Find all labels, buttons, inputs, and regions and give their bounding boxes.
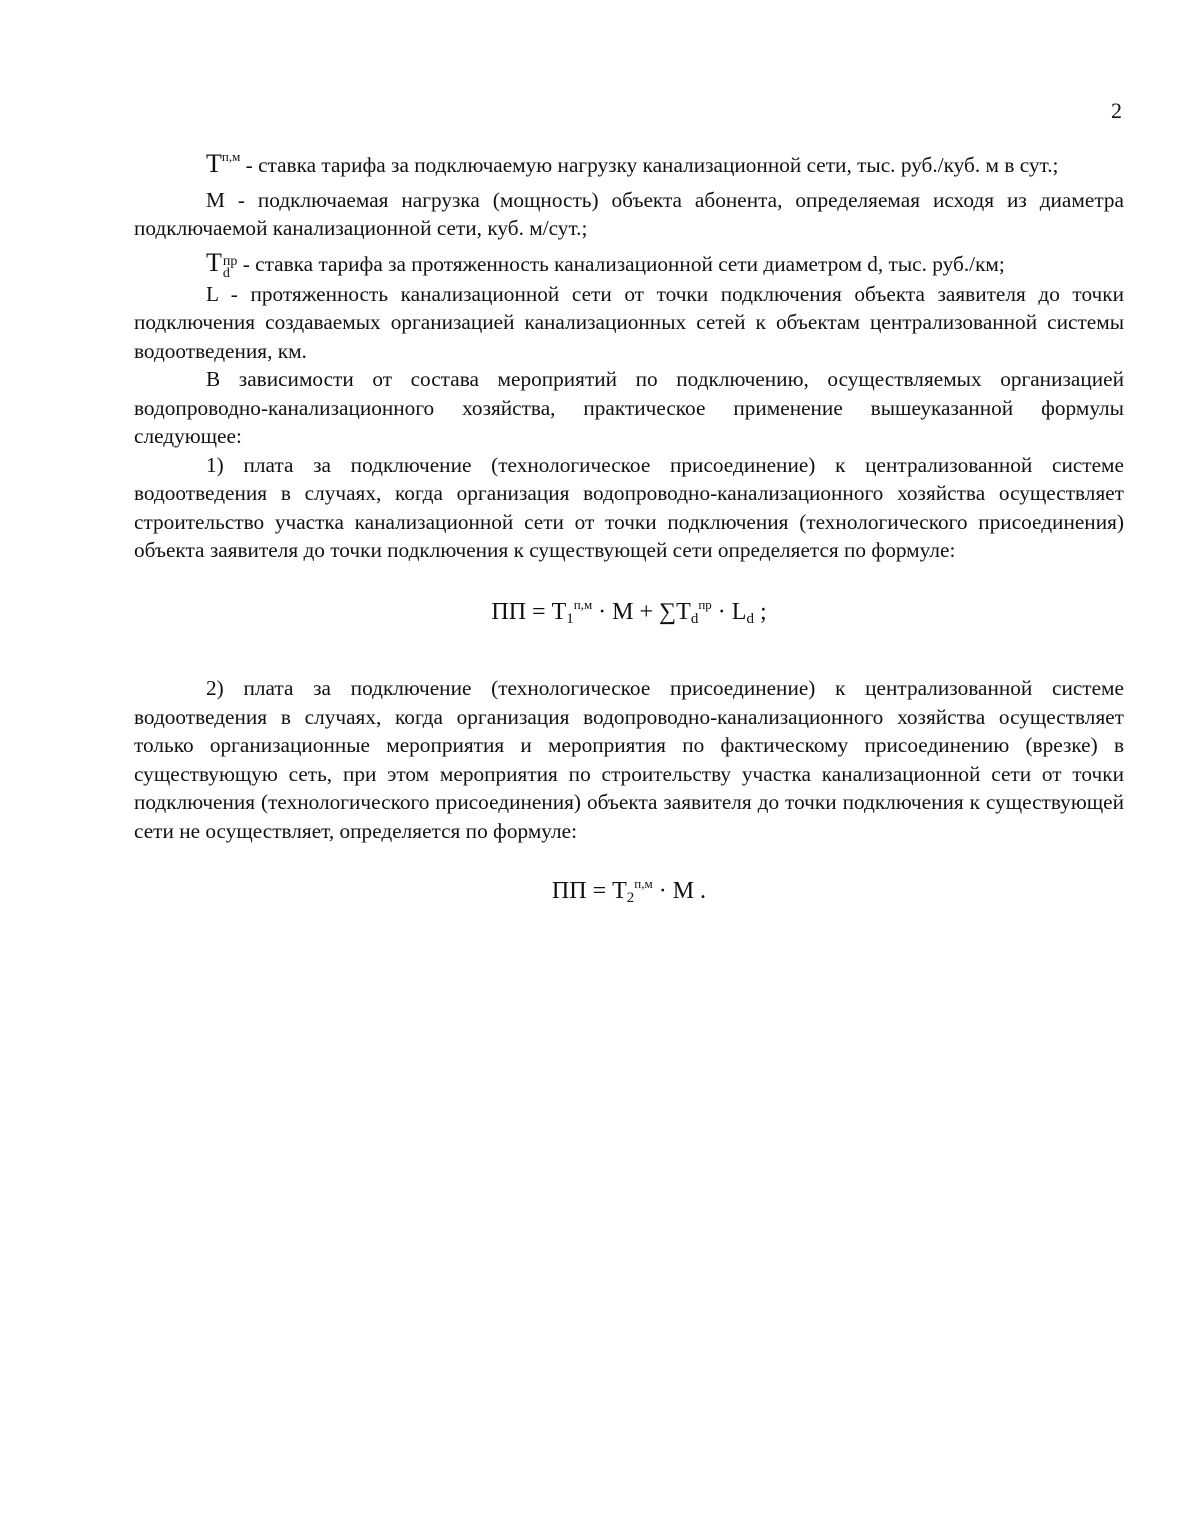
document-body	[134, 150, 1124, 906]
formula-2-lhs: ПП = Т	[551, 878, 627, 904]
formula-1-lhs: ПП = Т	[491, 598, 567, 625]
formula-2-t-subscript: 2	[626, 890, 635, 906]
formula-1-t-superscript: п,м	[573, 596, 593, 612]
definition-tariff-load	[134, 150, 1124, 180]
formula-1-td-superscript: пр	[698, 596, 712, 612]
case-1-paragraph: 1) плата за подключение (технологическое присоединение) к централизованной системе водоотведения в случаях, когда организация водопроводно-канализационного хозяйства осуществляет строительство участка канализационной сети от точки подключения (технологического присоединения) объекта заявителя до точки подключения к существующей сети определяется по формуле:	[134, 452, 1124, 562]
tariff-length-superscript: пр	[222, 253, 238, 269]
case-2-paragraph: 2) плата за подключение (технологическое присоединение) к централизованной системе водоотведения в случаях, когда организация водопроводно-канализационного хозяйства осуществляет только организационные мероприятия и мероприятия по фактическому присоединению (врезке) в существующую сеть, при этом мероприятия по строительству участка канализационной сети от точки подключения (технологического присоединения) объекта заявителя до точки подключения к существующей сети не осуществляет, определяется по формуле:	[134, 676, 1124, 843]
formula-1-t-subscript: 1	[566, 610, 574, 627]
formula-1-end: ;	[753, 598, 767, 625]
formula-1	[134, 598, 1124, 627]
tariff-load-text: - ставка тарифа за подключаемую нагрузку канализационной сети, тыс. руб./куб. м в сут.;	[240, 153, 1059, 177]
formula-1-length-subscript: d	[746, 610, 754, 627]
definition-length: L - протяженность канализационной сети от точки подключения объекта заявителя до точки подключения создаваемых организацией канализационных сетей к объектам централизованной системы водоотведения, км.	[134, 281, 1124, 363]
formula-2-end: · М .	[652, 878, 707, 904]
definition-load: М - подключаемая нагрузка (мощность) объекта абонента, определяемая исходя из диаметра подключаемой канализационной сети, куб. м/сут.;	[134, 187, 1124, 240]
tariff-length-indices	[222, 253, 238, 281]
formula-1-length: · L	[711, 598, 747, 625]
formula-2	[134, 877, 1124, 906]
page-number: 2	[1111, 98, 1122, 123]
tariff-length-subscript: d	[222, 265, 230, 281]
formula-2-t-superscript: п,м	[634, 876, 653, 891]
tariff-length-text: - ставка тарифа за протяженность канализационной сети диаметром d, тыс. руб./км;	[237, 251, 1005, 276]
tariff-load-symbol: Т	[206, 149, 222, 178]
formula-1-td-subscript: d	[690, 610, 699, 627]
definition-tariff-length	[134, 249, 1124, 280]
tariff-load-superscript: п,м	[221, 149, 241, 164]
formula-1-middle: · М + ∑Т	[592, 598, 691, 625]
intro-paragraph: В зависимости от состава мероприятий по подключению, осуществляемых организацией водопроводно-канализационного хозяйства, практическое применение вышеуказанной формулы следующее:	[134, 367, 1124, 448]
tariff-length-symbol: Т	[206, 247, 222, 277]
